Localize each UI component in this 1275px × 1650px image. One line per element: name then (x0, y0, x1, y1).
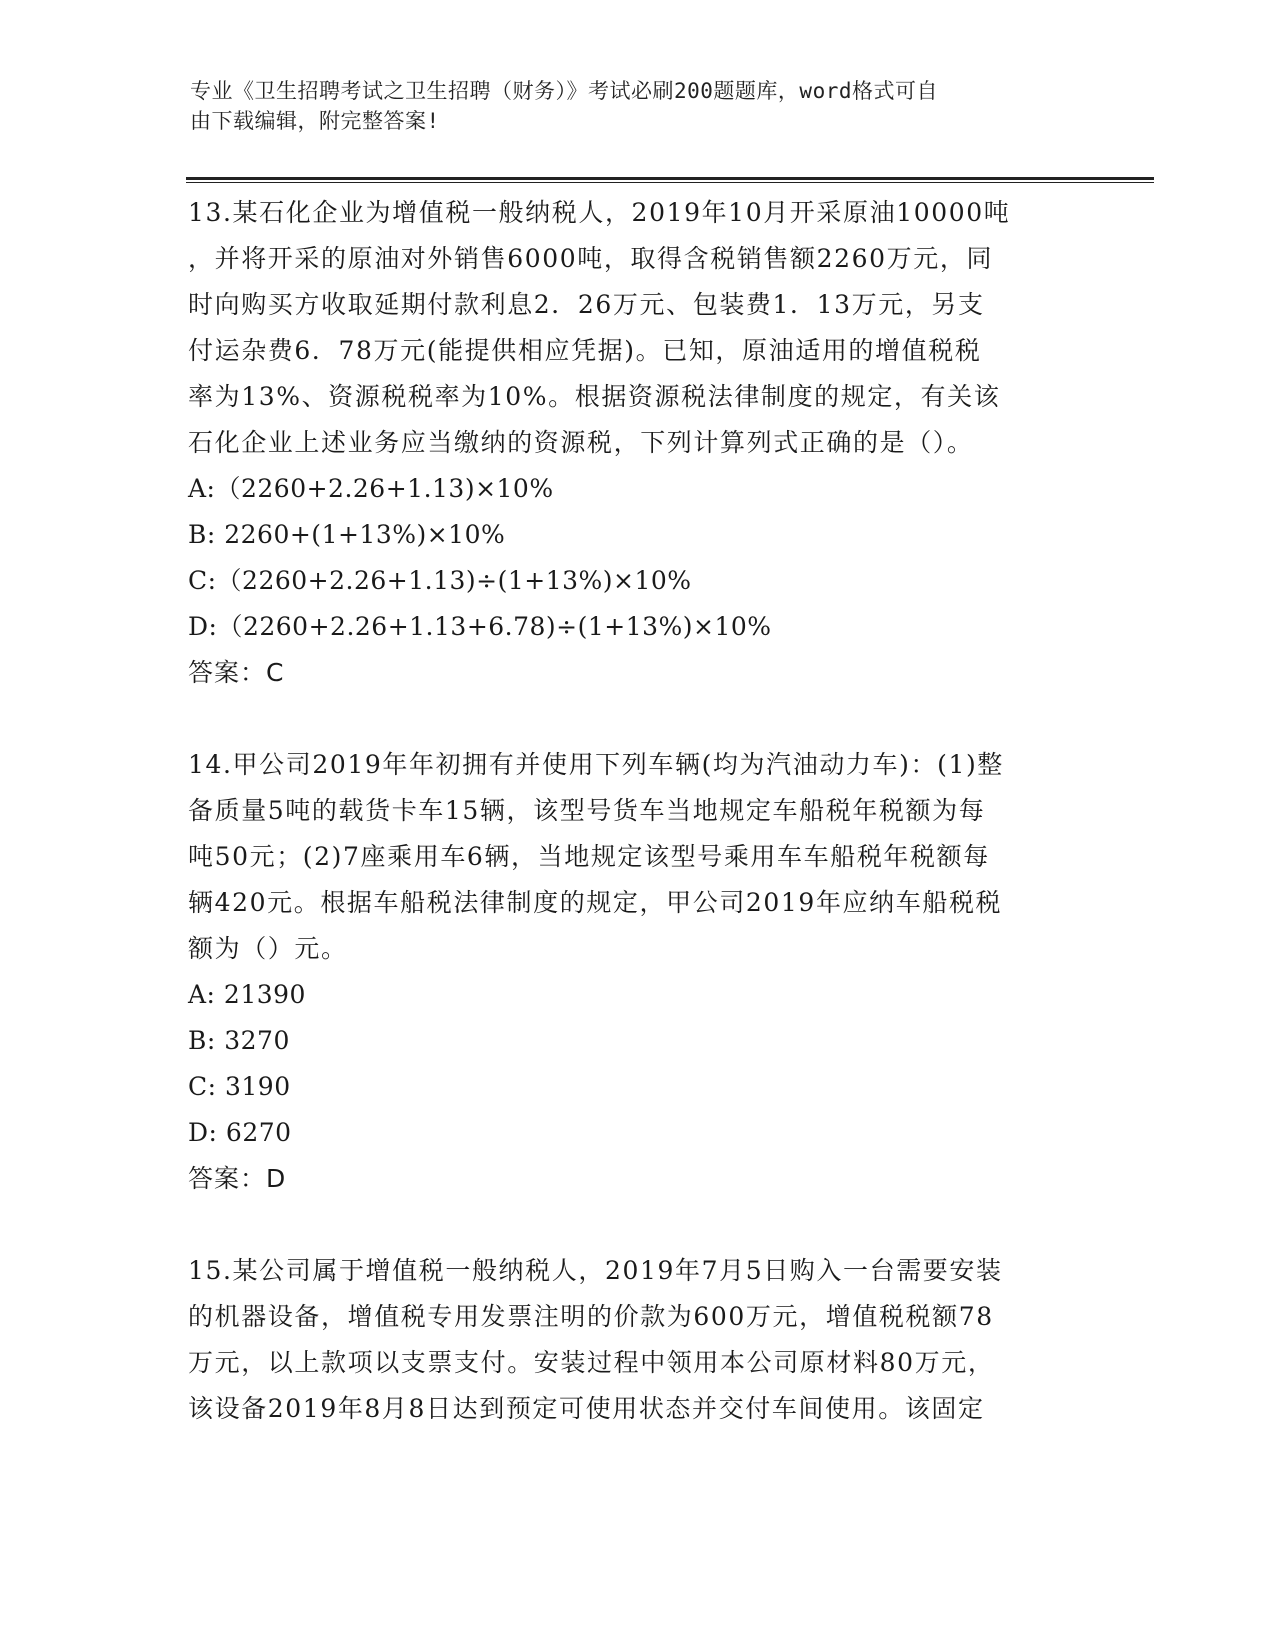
question-13 (188, 190, 1088, 696)
page-header (190, 76, 1080, 136)
question-line: 该设备2019年8月8日达到预定可使用状态并交付车间使用。该固定 (188, 1394, 985, 1423)
question-14 (188, 742, 1088, 1202)
question-line: 13.某石化企业为增值税一般纳税人，2019年10月开采原油10000吨 (188, 198, 1011, 227)
question-line: 吨50元；(2)7座乘用车6辆，当地规定该型号乘用车车船税年税额每 (188, 842, 990, 871)
question-15 (188, 1248, 1088, 1432)
option-b: B: 3270 (188, 1026, 290, 1055)
question-line: ，并将开采的原油对外销售6000吨，取得含税销售额2260万元，同 (188, 244, 994, 273)
question-line: 的机器设备，增值税专用发票注明的价款为600万元，增值税税额78 (188, 1302, 994, 1331)
question-line: 备质量5吨的载货卡车15辆，该型号货车当地规定车船税年税额为每 (188, 796, 986, 825)
question-line: 15.某公司属于增值税一般纳税人，2019年7月5日购入一台需要安装 (188, 1256, 1003, 1285)
question-list (188, 190, 1088, 1432)
option-c: C: 3190 (188, 1072, 291, 1101)
question-line: 辆420元。根据车船税法律制度的规定，甲公司2019年应纳车船税税 (188, 888, 1003, 917)
question-spacer (188, 696, 1088, 742)
option-b: B: 2260+(1+13%)×10% (188, 520, 506, 549)
question-line: 时向购买方收取延期付款利息2．26万元、包装费1．13万元，另支 (188, 290, 985, 319)
question-spacer (188, 1202, 1088, 1248)
question-line: 额为（）元。 (188, 934, 348, 963)
header-divider-thick (186, 177, 1154, 180)
answer-line: 答案：D (188, 1164, 287, 1193)
question-line: 率为13%、资源税税率为10%。根据资源税法律制度的规定，有关该 (188, 382, 1001, 411)
question-line: 14.甲公司2019年年初拥有并使用下列车辆(均为汽油动力车)：(1)整 (188, 750, 1004, 779)
question-line: 石化企业上述业务应当缴纳的资源税，下列计算列式正确的是（）。 (188, 428, 974, 457)
header-line-1: 专业《卫生招聘考试之卫生招聘（财务）》考试必刷200题题库，word格式可自 (190, 79, 938, 103)
answer-line: 答案：C (188, 658, 285, 687)
option-d: D: 6270 (188, 1118, 292, 1147)
question-line: 付运杂费6．78万元(能提供相应凭据)。已知，原油适用的增值税税 (188, 336, 982, 365)
option-a: A: 21390 (188, 980, 306, 1009)
option-a: A:（2260+2.26+1.13)×10% (188, 474, 554, 503)
header-line-2: 由下载编辑，附完整答案! (190, 109, 440, 133)
question-line: 万元，以上款项以支票支付。安装过程中领用本公司原材料80万元， (188, 1348, 995, 1377)
option-d: D:（2260+2.26+1.13+6.78)÷(1+13%)×10% (188, 612, 772, 641)
header-divider-thin (186, 182, 1154, 183)
option-c: C:（2260+2.26+1.13)÷(1+13%)×10% (188, 566, 692, 595)
